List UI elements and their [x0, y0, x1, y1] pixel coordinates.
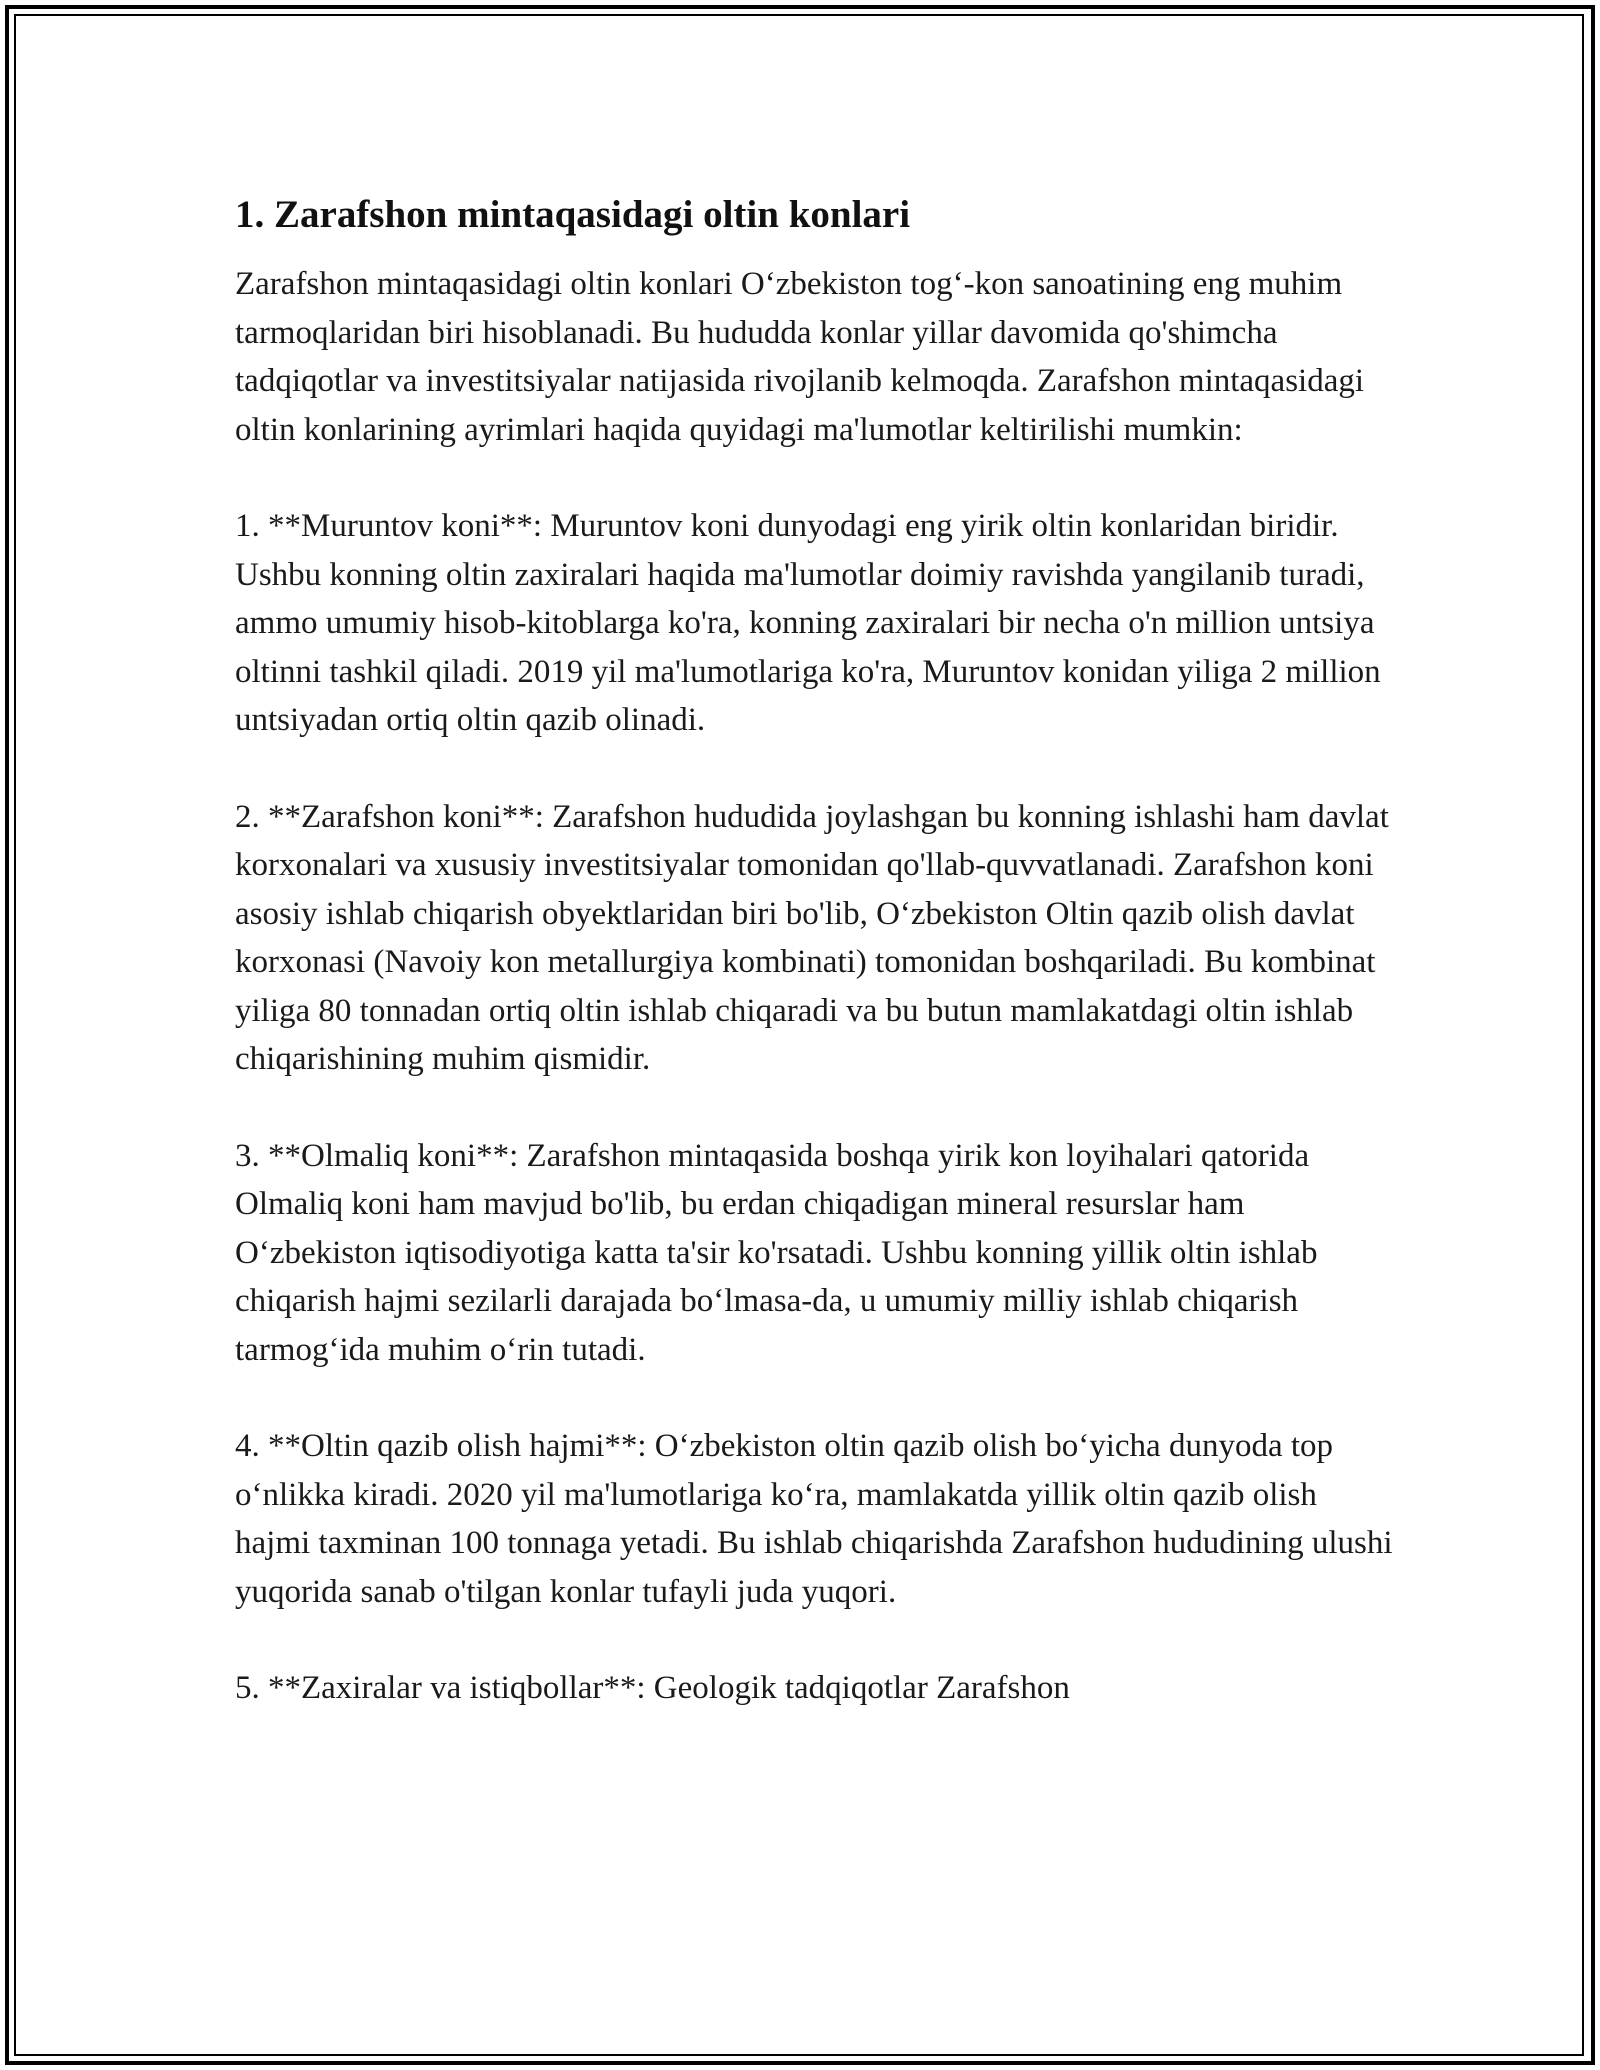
intro-paragraph: Zarafshon mintaqasidagi oltin konlari O‘zbekiston tog‘-kon sanoatining eng muhim tarmoqlaridan biri hisoblanadi. Bu hududda konlar yillar davomida qo'shimcha tadqiqotlar va investitsiyalar natijasida rivojlanib kelmoqda. Zarafshon mintaqasidagi oltin konlarining ayrimlari haqida quyidagi ma'lumotlar keltirilishi mumkin: — [235, 266, 1365, 448]
section-heading: 1. Zarafshon mintaqasidagi oltin konlari — [235, 193, 911, 236]
list-item-muruntov: 1. **Muruntov koni**: Muruntov koni dunyodagi eng yirik oltin konlaridan biridir. Ushbu konning oltin zaxiralari haqida ma'lumotlar doimiy ravishda yangilanib turadi, ammo umumiy hisob-kitoblarga ko'ra, konning zaxiralari bir necha o'n million untsiya oltinni tashkil qiladi. 2019 yil ma'lumotlariga ko'ra, Muruntov konidan yiliga 2 million untsiyadan ortiq oltin qazib olinadi. — [235, 508, 1381, 738]
list-item-olmaliq: 3. **Olmaliq koni**: Zarafshon mintaqasida boshqa yirik kon loyihalari qatorida Olmaliq koni ham mavjud bo'lib, bu erdan chiqadigan mineral resurslar ham O‘zbekiston iqtisodiyotiga katta ta'sir ko'rsatadi. Ushbu konning yillik oltin ishlab chiqarish hajmi sezilarli darajada bo‘lmasa-da, u umumiy milliy ishlab chiqarish tarmog‘ida muhim o‘rin tutadi. — [235, 1137, 1318, 1368]
list-item-production-volume: 4. **Oltin qazib olish hajmi**: O‘zbekiston oltin qazib olish bo‘yicha dunyoda top o‘nlikka kiradi. 2020 yil ma'lumotlariga ko‘ra, mamlakatda yillik oltin qazib olish hajmi taxminan 100 tonnaga yetadi. Bu ishlab chiqarishda Zarafshon hududining ulushi yuqorida sanab o'tilgan konlar tufayli juda yuqori. — [235, 1428, 1393, 1610]
list-item-reserves: 5. **Zaxiralar va istiqbollar**: Geologik tadqiqotlar Zarafshon — [235, 1670, 1070, 1706]
list-item-zarafshon: 2. **Zarafshon koni**: Zarafshon hududida joylashgan bu konning ishlashi ham davlat korxonalari va xususiy investitsiyalar tomonidan qo'llab-quvvatlanadi. Zarafshon koni asosiy ishlab chiqarish obyektlaridan biri bo'lib, O‘zbekiston Oltin qazib olish davlat korxonasi (Navoiy kon metallurgiya kombinati) tomonidan boshqariladi. Bu kombinat yiliga 80 tonnadan ortiq oltin ishlab chiqaradi va bu butun mamlakatdagi oltin ishlab chiqarishining muhim qismidir. — [235, 798, 1389, 1077]
document-body — [235, 190, 1395, 1761]
